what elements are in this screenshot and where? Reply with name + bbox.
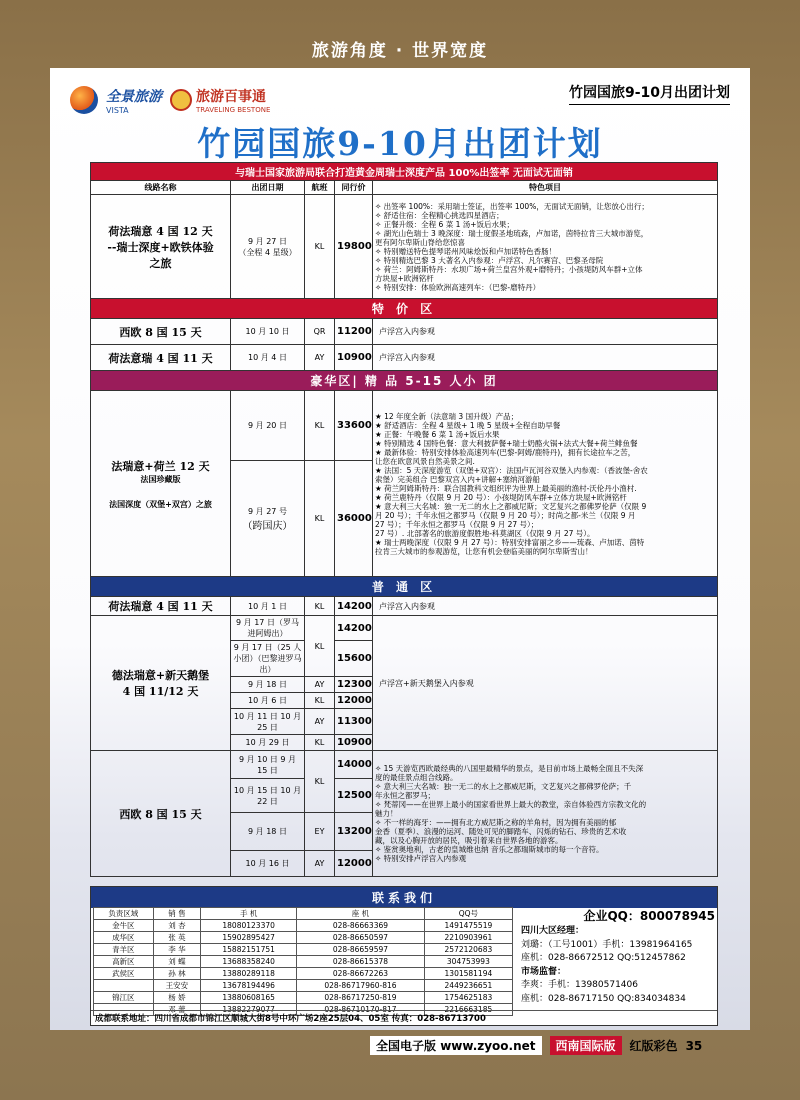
brochure-page xyxy=(50,68,750,1030)
globe-logo-icon xyxy=(70,86,98,114)
table-row: 荷法瑞意 4 国 11 天 10 月 1 日 KL 14200 卢浮宫入内参观 xyxy=(91,597,718,616)
vista-logo: 全景旅游 VISTA xyxy=(106,88,162,115)
header-title: 竹园国旅9-10月出团计划 xyxy=(569,82,730,105)
luxury-section-header: 豪华区| 精 品 5-15 人小 团 xyxy=(91,371,718,391)
route-name: 法瑞意+荷兰 12 天 法国珍藏版 法国深度（双堡+双宫）之旅 xyxy=(91,391,231,577)
feature-list: ✧ 15 天游览西欧最经典的八国里最精华的景点，是目前市场上最畅全面且不失深 度的最佳景点组合线路。 ✧ 意大利三大名城：独一无二的水上之都威尼斯，文艺复兴之都佛罗伦萨；千 年永恒之都罗马； ✧ 梵蒂冈——在世界上最小的国家看世界上最大的教堂，亲自体验西方宗教文化的 魅力！ ✧ 不一样的海牙：——拥有北方威尼斯之称的羊角村，因为拥有美丽的郁 金香（夏季）、浪漫的运河、随处可见的脚踏车、闪烁的钻石、珍贵的艺术收 藏，以及心胸开放的居民，吸引着来自世界各地的游客。 ✧ 鉴赏奥地利，古老的皇城维也纳 音乐之都瑞斯城市的每一个音符。 ✧ 特别安排卢浮宫入内参观 xyxy=(373,751,718,877)
contact-header: 负责区域 销 售 手 机 座 机 QQ号 xyxy=(94,908,513,920)
mascot-icon xyxy=(170,89,192,111)
table-row: 锦江区 杨 娇 13880608165 028-86717250-819 1754625183 xyxy=(94,992,513,1004)
contact-section xyxy=(90,886,718,1026)
table-row: 10 月 6 日 KL 12000 xyxy=(91,693,718,709)
table-row: 王安安 13678194496 028-86717960-816 2449236651 xyxy=(94,980,513,992)
table-header: 线路名称 出团日期 航班 同行价 特色项目 xyxy=(91,181,718,195)
table-row: 金牛区 刘 杏 18080123370 028-86663369 1491475519 xyxy=(94,920,513,932)
contact-table xyxy=(93,907,513,1016)
route-name: 荷法瑞意 4 国 12 天 --瑞士深度+欧铁体验 之旅 xyxy=(91,195,231,299)
table-row: 法瑞意+荷兰 12 天 法国珍藏版 法国深度（双堡+双宫）之旅 9 月 20 日 KL 33600 ★ 12 年度全新（法意瑞 3 国升级）产品； ★ 舒适酒店：全程 4 星级+ 1 晚 5 星级+全程自助早餐 ★ 正餐：午晚餐 6 菜 1 汤+饭后水果 ★ 特别精选 4 国特色餐：意大利披萨餐+瑞士奶酪火锅+法式大餐+荷兰鲱鱼餐 ★ 最新体验：特别安排体验高速列车(巴黎-阿姆/鹿特丹)，拥有长途拉车之苦， 让您在欧意风景自然美景之间. ★ 法国：5 天深度游览（双堡+双宫）：法国卢瓦河谷双堡入内参观：（香波堡-舍农 索堡）完美组合 巴黎双宫入内+讲解+塞纳河游船 ★ 荷兰阿姆斯特丹：联合国教科文组织评为世界上最美丽的渔村-沃伦丹小渔村. ★ 荷兰鹿特丹（仅限 9 月 20 号）：小孩堤防风车群+立体方块屋+欧洲铭杆 ★ 意大利三大名城：独一无二的水上之都威尼斯；文艺复兴之都佛罗伦萨（仅限 9 月 20 号）；千年永恒之都罗马（仅限 9 月 20 号）；时尚之都-米兰（仅限 9 月 27 号）；千年永恒之都罗马（仅限 9 月 27 号）； 27 号）. 北部著名的旅游度假胜地-科莫湖区（仅限 9 月 27 号）。 ★ 瑞士两晚深度（仅限 9 月 27 号）：特别安排富丽之乡——琉森、卢加诺、茵特 拉肯三大城市的参观游览，让您有机会登临美丽的阿尔卑斯雪山！ xyxy=(91,391,718,461)
swiss-banner-row: 与瑞士国家旅游局联合打造黄金周瑞士深度产品 100%出签率 无面试无面销 xyxy=(91,163,718,181)
page-title: 竹园国旅9-10月出团计划 xyxy=(197,124,603,163)
table-row: 9 月 18 日 EY 13200 xyxy=(91,813,718,851)
table-row: 9 月 18 日 AY 12300 xyxy=(91,677,718,693)
table-row: 德法瑞意+新天鹅堡 4 国 11/12 天 9 月 17 日（罗马进阿姆出） KL 14200 卢浮宫+新天鹅堡入内参观 xyxy=(91,616,718,641)
page-footer: 全国电子版 www.zyoo.net 西南国际版 红版彩色 35 xyxy=(370,1036,702,1055)
table-row: 成华区 张 英 15902895427 028-86650597 2210903961 xyxy=(94,932,513,944)
feature-list: ✧ 出签率 100%：采用瑞士签证，出签率 100%，无面试无面销，让您放心出行； ✧ 舒适住宿：全程精心挑选四星酒店； ✧ 正餐升级：全程 6 菜 1 汤+饭后水果； ✧ 湖光山色瑞士 3 晚深度：瑞士度假圣地琉森，卢加诺，茵特拉肯三大城市游览， 更有阿尔卑斯山脊给您惊喜 ✧ 特别赠送特色提琴诺州风味烩饭和卢加诺特色香肠！ ✧ 特别精选巴黎 3 大著名入内参观：卢浮宫、凡尔赛宫、巴黎圣母院 ✧ 荷兰：阿姆斯特丹：水坝广场+荷兰皇宫外观+磨特丹；小孩堤防风车群+立体 方块屋+欧洲铭杆 ✧ 特别安排：体验欧洲高速列车：（巴黎-磨特丹） xyxy=(373,195,718,299)
table-row: 9 月 27 号 （跨国庆） KL 36000 xyxy=(91,461,718,577)
table-row: 荷法意瑞 4 国 11 天 10 月 4 日 AY 10900 卢浮宫入内参观 xyxy=(91,345,718,371)
normal-section-header: 普 通 区 xyxy=(91,577,718,597)
company-qq: 企业QQ：800078945 xyxy=(583,909,715,923)
contact-title: 联系我们 xyxy=(91,887,717,908)
logo-bar xyxy=(70,82,270,118)
table-row: 青羊区 李 华 15882151751 028-86659597 2572120683 xyxy=(94,944,513,956)
table-row: 10 月 11 日 10 月 25 日 AY 11300 xyxy=(91,709,718,735)
table-row: 高新区 刘 蝶 13688358240 028-86615378 304753993 xyxy=(94,956,513,968)
table-row: 10 月 16 日 AY 12000 xyxy=(91,851,718,877)
special-section-header: 特 价 区 xyxy=(91,299,718,319)
table-row: 西欧 8 国 15 天 9 月 10 日 9 月 15 日 KL 14000 ✧ 15 天游览西欧最经典的八国里最精华的景点，是目前市场上最畅全面且不失深 度的最佳景点组合线路。 ✧ 意大利三大名城：独一无二的水上之都威尼斯，文艺复兴之都佛罗伦萨；千 年永恒之都罗马； ✧ 梵蒂冈——在世界上最小的国家看世界上最大的教堂，亲自体验西方宗教文化的 魅力！ ✧ 不一样的海牙：——拥有北方威尼斯之称的羊角村，因为拥有美丽的郁 金香（夏季）、浪漫的运河、随处可见的脚踏车、闪烁的钻石、珍贵的艺术收 藏，以及心胸开放的居民，吸引着来自世界各地的游客。 ✧ 鉴赏奥地利，古老的皇城维也纳 音乐之都瑞斯城市的每一个音符。 ✧ 特别安排卢浮宫入内参观 xyxy=(91,751,718,779)
table-row: 西欧 8 国 15 天 10 月 10 日 QR 11200 卢浮宫入内参观 xyxy=(91,319,718,345)
table-row: 武侯区 孙 林 13880289118 028-86672263 1301581194 xyxy=(94,968,513,980)
page-number: 35 xyxy=(685,1038,703,1053)
route-name: 德法瑞意+新天鹅堡 4 国 11/12 天 xyxy=(91,616,231,751)
table-row: 10 月 15 日 10 月 22 日 12500 xyxy=(91,779,718,813)
contact-managers: 企业QQ：800078945 四川大区经理： 刘璐：（工号1001）手机：13981964165 座机：028-86672512 QQ:512457862 市场监督： 李爽：手机：13980571406 座机：028-86717150 QQ:834034834 xyxy=(521,909,715,1004)
magazine-banner: 旅游角度 · 世界宽度 xyxy=(311,41,489,61)
website-link[interactable]: www.zyoo.net xyxy=(440,1039,536,1053)
table-row: 邓 蕾 13882279077 028-86710170-817 2216663185 xyxy=(94,1004,513,1016)
table-row: 荷法瑞意 4 国 12 天 --瑞士深度+欧铁体验 之旅 9 月 27 日 （全程 4 星级） KL 19800 ✧ 出签率 100%：采用瑞士签证，出签率 100%，无面试无面销，让您放心出行； ✧ 舒适住宿：全程精心挑选四星酒店； ✧ 正餐升级：全程 6 菜 1 汤+饭后水果； ✧ 湖光山色瑞士 3 晚深度：瑞士度假圣地琉森，卢加诺，茵特拉肯三大城市游览， 更有阿尔卑斯山脊给您惊喜 ✧ 特别赠送特色提琴诺州风味烩饭和卢加诺特色香肠！ ✧ 特别精选巴黎 3 大著名入内参观：卢浮宫、凡尔赛宫、巴黎圣母院 ✧ 荷兰：阿姆斯特丹：水坝广场+荷兰皇宫外观+磨特丹；小孩堤防风车群+立体 方块屋+欧洲铭杆 ✧ 特别安排：体验欧洲高速列车：（巴黎-磨特丹） xyxy=(91,195,718,299)
contact-address: 成都联系地址：四川省成都市锦江区顺城大街8号中环广场2座25层04、05室 传真：028-86713700 xyxy=(91,1010,717,1025)
feature-list: ★ 12 年度全新（法意瑞 3 国升级）产品； ★ 舒适酒店：全程 4 星级+ 1 晚 5 星级+全程自助早餐 ★ 正餐：午晚餐 6 菜 1 汤+饭后水果 ★ 特别精选 4 国特色餐：意大利披萨餐+瑞士奶酪火锅+法式大餐+荷兰鲱鱼餐 ★ 最新体验：特别安排体验高速列车(巴黎-阿姆/鹿特丹)，拥有长途拉车之苦， 让您在欧意风景自然美景之间. ★ 法国：5 天深度游览（双堡+双宫）：法国卢瓦河谷双堡入内参观：（香波堡-舍农 索堡）完美组合 巴黎双宫入内+讲解+塞纳河游船 ★ 荷兰阿姆斯特丹：联合国教科文组织评为世界上最美丽的渔村-沃伦丹小渔村. ★ 荷兰鹿特丹（仅限 9 月 20 号）：小孩堤防风车群+立体方块屋+欧洲铭杆 ★ 意大利三大名城：独一无二的水上之都威尼斯；文艺复兴之都佛罗伦萨（仅限 9 月 20 号）；千年永恒之都罗马（仅限 9 月 20 号）；时尚之都-米兰（仅限 9 月 27 号）；千年永恒之都罗马（仅限 9 月 27 号）； 27 号）. 北部著名的旅游度假胜地-科莫湖区（仅限 9 月 27 号）。 ★ 瑞士两晚深度（仅限 9 月 27 号）：特别安排富丽之乡——琉森、卢加诺、茵特 拉肯三大城市的参观游览，让您有机会登临美丽的阿尔卑斯雪山！ xyxy=(373,391,718,577)
bestone-logo: 旅游百事通 TRAVELING BESTONE xyxy=(170,86,270,114)
table-row: 10 月 29 日 KL 10900 xyxy=(91,735,718,751)
tour-plan-table xyxy=(90,162,718,877)
table-row: 9 月 17 日（25 人小团）（巴黎进罗马出） 15600 xyxy=(91,641,718,677)
